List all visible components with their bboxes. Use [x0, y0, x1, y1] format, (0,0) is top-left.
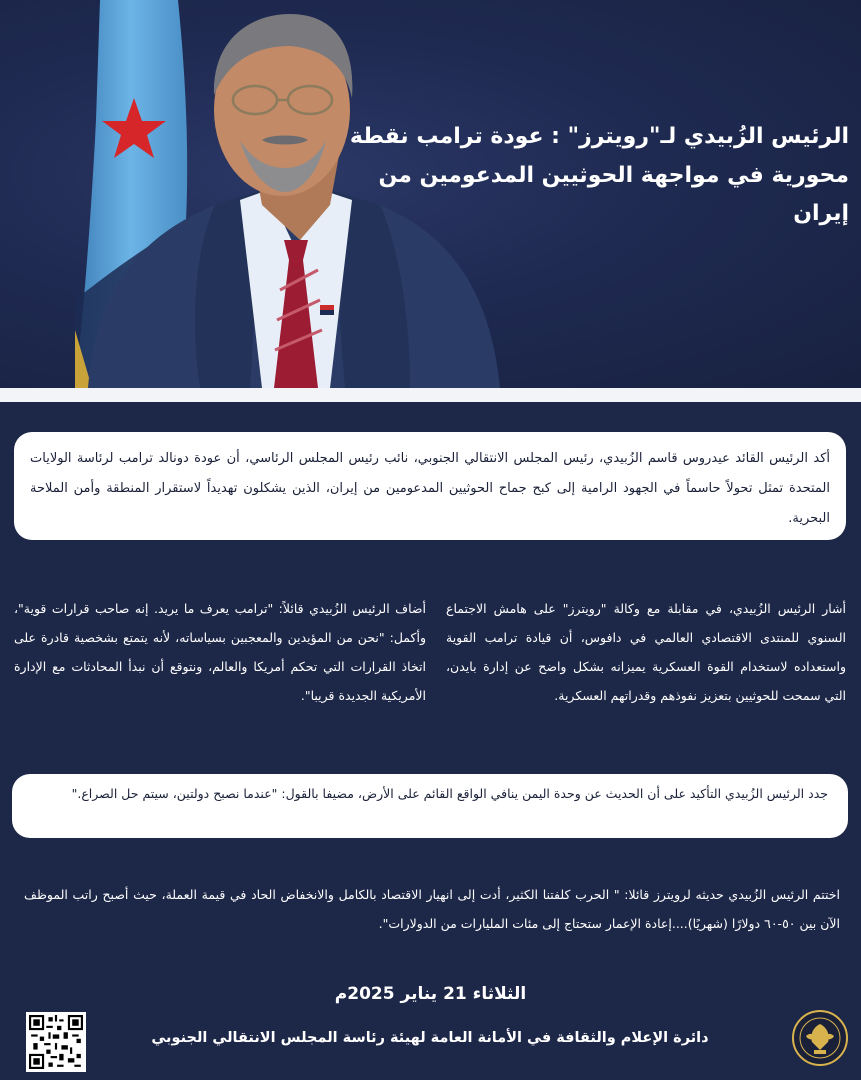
article-column-left: أضاف الرئيس الزُبيدي قائلاً: "ترامب يعرف ما يريد. إنه صاحب قرارات قوية"، وأكمل: "نحن من المؤيدين والمعجبين بسياساته، لأنه يتمتع بشخصية قادرة على اتخاذ القرارات التي تحكم أمريكا والعالم، ونتوقع أن نبدأ المحادثات مع الإدارة الأمريكية الجديدة قريبا". [14, 601, 426, 703]
intro-card [14, 432, 846, 540]
emblem-logo-icon [792, 1010, 848, 1066]
quote-card [12, 774, 848, 838]
closing-paragraph: اختتم الرئيس الزُبيدي حديثه لرويترز قائلا: " الحرب كلفتنا الكثير، أدت إلى انهيار الاقتصاد بالكامل والانخفاض الحاد في قيمة العملة، حيث أصبح راتب الموظف الآن بين ٥٠-٦٠ دولارًا (شهريًا)....إعادة الإعمار ستحتاج إلى مئات المليارات من الدولارات". [24, 887, 840, 931]
header-banner [0, 0, 861, 388]
publication-date: الثلاثاء 21 يناير 2025م [334, 984, 527, 1004]
qr-code-icon[interactable] [26, 1012, 86, 1072]
article-column-right: أشار الرئيس الزُبيدي، في مقابلة مع وكالة "رويترز" على هامش الاجتماع السنوي للمنتدى الاقتصادي العالمي في دافوس، أن قيادة ترامب القوية واستعداده لاستخدام القوة العسكرية يميزانه بشكل واضح عن إدارة بايدن، التي سمحت للحوثيين بتعزيز نفوذهم وقدراتهم العسكرية. [446, 601, 846, 703]
headline-line-2: محورية في مواجهة الحوثيين المدعومين من إيران [378, 162, 849, 226]
header-divider [0, 388, 861, 402]
headline [349, 118, 849, 234]
headline-line-1: الرئيس الزُبيدي لـ"رويترز" : عودة ترامب نقطة [349, 124, 849, 149]
footer-organization: دائرة الإعلام والثقافة في الأمانة العامة لهيئة رئاسة المجلس الانتقالي الجنوبي [151, 1030, 709, 1046]
quote-text: جدد الرئيس الزُبيدي التأكيد على أن الحديث عن وحدة اليمن ينافي الواقع القائم على الأرض، مضيفا بالقول: "عندما نصبح دولتين، سيتم حل الصراع." [71, 786, 828, 801]
intro-text: أكد الرئيس القائد عيدروس قاسم الزُبيدي، رئيس المجلس الانتقالي الجنوبي، نائب رئيس المجلس الرئاسي، أن عودة دونالد ترامب لرئاسة الولايات المتحدة تمثل تحولاً حاسماً في الجهود الرامية إلى كبح جماح الحوثيين المدعومين من إيران، الذين يشكلون تهديداً لاستقرار المنطقة وأمن الملاحة البحرية. [30, 451, 830, 526]
